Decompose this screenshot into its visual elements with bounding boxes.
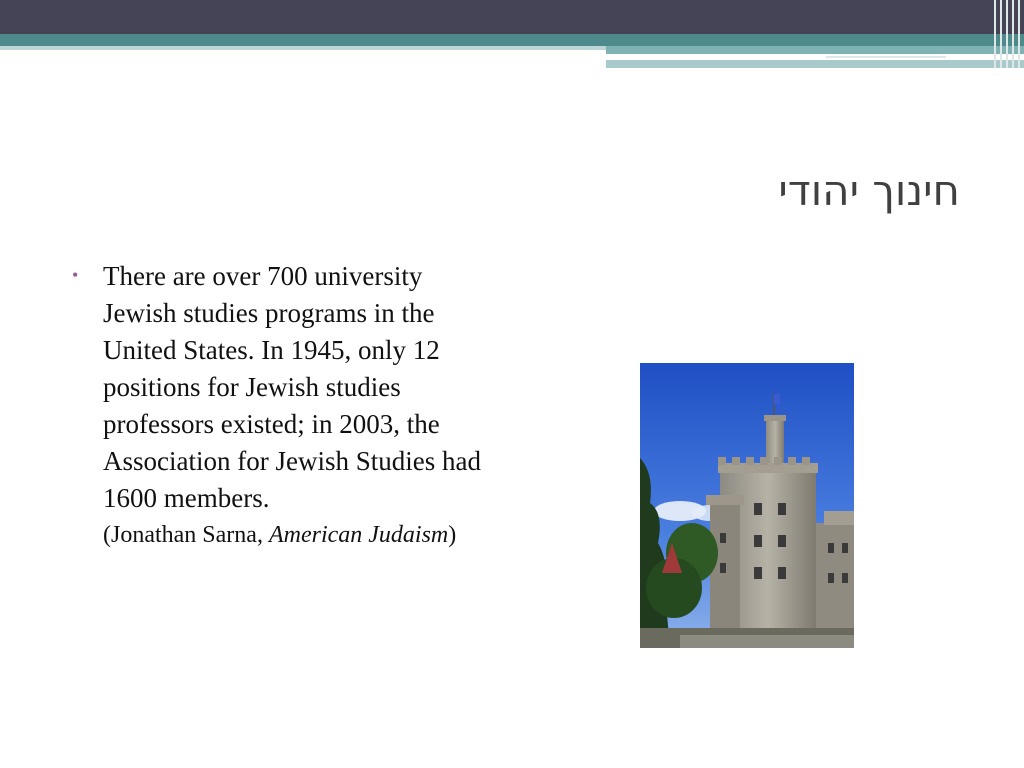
citation-work: American Judaism bbox=[268, 522, 449, 548]
castle-image bbox=[640, 363, 854, 648]
header-stripes bbox=[992, 0, 1024, 68]
header-band bbox=[606, 46, 1024, 54]
header-dark-bar bbox=[0, 0, 1024, 34]
header-band-lower bbox=[606, 60, 1024, 68]
bullet-icon: • bbox=[72, 265, 79, 285]
bullet-text: There are over 700 university Jewish studies programs in the United States. In 1945, only 12 positions for Jewish studies professors existed; in 2003, the Association for Jewish Studies had 1600 members. bbox=[103, 261, 481, 513]
citation-author: (Jonathan Sarna, bbox=[103, 522, 269, 548]
header-thin-line bbox=[0, 46, 606, 50]
header-teal-bar bbox=[0, 34, 1024, 46]
header-band-line bbox=[826, 56, 946, 58]
slide-title: חינוך יהודי bbox=[778, 166, 960, 215]
castle-photo bbox=[640, 363, 854, 648]
bullet-list bbox=[72, 258, 492, 551]
citation-close: ) bbox=[448, 522, 457, 548]
citation bbox=[103, 519, 492, 551]
